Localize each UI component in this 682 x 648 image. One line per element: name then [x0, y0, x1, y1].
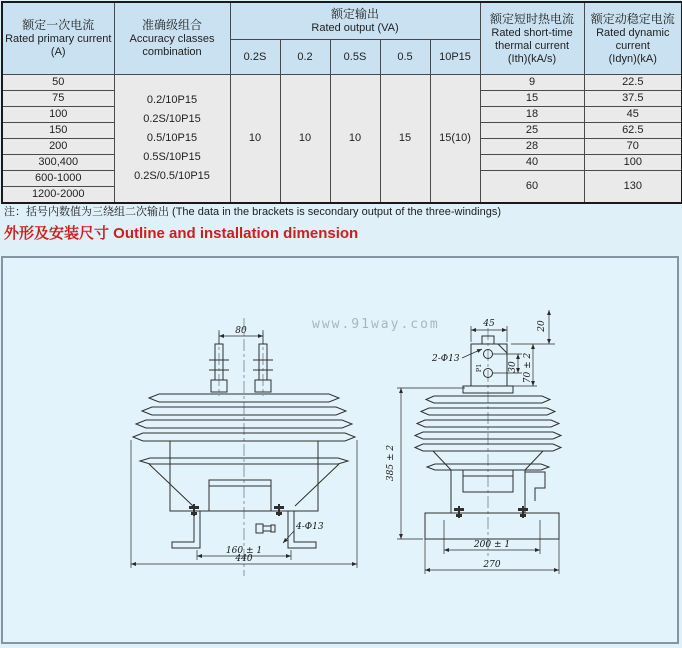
- accuracy-line: 0.5/10P15: [146, 132, 198, 144]
- output-value-cell: 10: [330, 75, 380, 204]
- output-value-cell: 10: [280, 75, 330, 204]
- thermal-cell: 40: [480, 155, 584, 171]
- dim-label-hole-spacing-group: [508, 361, 518, 373]
- thermal-cell: 9: [480, 75, 584, 91]
- dynamic-cell: 100: [584, 155, 682, 171]
- dim-label-overall-height: 385 ± 2: [386, 444, 396, 482]
- header-zh: 准确级组合: [141, 18, 202, 32]
- primary-current-cell: 200: [2, 139, 114, 155]
- header-class-10p15: 10P15: [430, 40, 480, 75]
- section-title: 外形及安装尺寸 Outline and installation dimension: [4, 225, 359, 242]
- header-class-0-5s: 0.5S: [330, 40, 380, 75]
- dim-label-overall-height-group: [386, 445, 396, 481]
- dim-label-mount-spacing: 160 ± 1: [225, 546, 263, 556]
- dim-label-terminal-height: 70 ± 2: [523, 352, 533, 384]
- header-accuracy-classes: [114, 2, 230, 75]
- dynamic-cell: 37.5: [584, 91, 682, 107]
- thermal-cell: 60: [480, 171, 584, 204]
- front-bolts: [189, 504, 284, 516]
- header-thermal-current: [480, 2, 584, 75]
- front-view: [131, 318, 357, 576]
- dynamic-cell: 70: [584, 139, 682, 155]
- header-zh: 额定输出: [331, 7, 380, 21]
- header-en: Rated output (VA): [311, 22, 399, 34]
- dim-label-mount-holes: 4-Φ13: [296, 522, 324, 532]
- side-view: [386, 310, 561, 574]
- table-row: [2, 75, 682, 91]
- terminal-mark-label: P1: [475, 363, 483, 373]
- ratings-table: [1, 1, 682, 204]
- dim-label-terminal-spacing: 80: [235, 326, 247, 336]
- header-unit: (Idyn)(kA): [608, 52, 657, 65]
- dim-label-terminal-holes: 2-Φ13: [432, 354, 460, 364]
- dim-label-hole-spacing: 30: [508, 361, 518, 373]
- accuracy-line: 0.2S/0.5/10P15: [134, 170, 210, 182]
- header-en: Rated primary current: [5, 33, 112, 45]
- dim-label-top-offset-group: [537, 320, 547, 333]
- accuracy-line: 0.2/10P15: [146, 94, 198, 106]
- dim-label-top-offset: 20: [537, 320, 547, 332]
- primary-current-cell: 300,400: [2, 155, 114, 171]
- output-value-cell: 15(10): [430, 75, 480, 204]
- output-value-cell: 15: [380, 75, 430, 204]
- header-unit: (A): [50, 46, 66, 58]
- header-class-0-5: 0.5: [380, 40, 430, 75]
- thermal-cell: 18: [480, 107, 584, 123]
- output-value-cell: 10: [230, 75, 280, 204]
- header-class-0-2: 0.2: [280, 40, 330, 75]
- header-zh: 额定一次电流: [22, 18, 95, 32]
- side-dimensions: [397, 310, 559, 574]
- watermark-text: www.91way.com: [312, 317, 440, 332]
- outline-drawing: [3, 258, 677, 642]
- footnote: 注：括号内数值为三绕组二次输出 (The data in the brackets is secondary output of the three-windings): [4, 206, 502, 218]
- dim-label-overall-width: 440: [235, 554, 253, 564]
- primary-current-cell: 150: [2, 123, 114, 139]
- accuracy-line: 0.5S/10P15: [143, 151, 201, 163]
- header-en: Accuracy classes combination: [129, 33, 215, 58]
- header-en: Rated dynamic current: [596, 26, 670, 52]
- accuracy-combinations-cell: [114, 75, 230, 204]
- primary-current-cell: 1200-2000: [2, 187, 114, 204]
- thermal-cell: 28: [480, 139, 584, 155]
- centerlines: [219, 318, 263, 576]
- terminal-mark-group: [475, 364, 483, 373]
- primary-current-cell: 75: [2, 91, 114, 107]
- dim-label-base-hole-spacing: 200 ± 1: [473, 540, 511, 550]
- primary-current-cell: 600-1000: [2, 171, 114, 187]
- dynamic-cell: 130: [584, 171, 682, 204]
- header-rated-primary-current: [2, 2, 114, 75]
- header-zh: 额定动稳定电流: [590, 11, 675, 26]
- side-bolts: [454, 506, 528, 518]
- header-zh: 额定短时热电流: [490, 11, 575, 26]
- outline-drawing-frame: [1, 256, 679, 644]
- dim-label-terminal-height-group: [523, 353, 533, 384]
- header-en: Rated short-time thermal current: [491, 26, 573, 52]
- dynamic-cell: 62.5: [584, 123, 682, 139]
- primary-current-cell: 50: [2, 75, 114, 91]
- primary-current-cell: 100: [2, 107, 114, 123]
- header-rated-output-group: [230, 2, 480, 40]
- header-class-0-2s: 0.2S: [230, 40, 280, 75]
- dynamic-cell: 45: [584, 107, 682, 123]
- thermal-cell: 25: [480, 123, 584, 139]
- header-unit: (Ith)(kA/s): [507, 52, 557, 65]
- dim-label-terminal-width: 45: [483, 319, 495, 329]
- dim-label-base-width: 270: [483, 560, 501, 570]
- accuracy-line: 0.2S/10P15: [143, 113, 201, 125]
- thermal-cell: 15: [480, 91, 584, 107]
- header-dynamic-current: [584, 2, 682, 75]
- dynamic-cell: 22.5: [584, 75, 682, 91]
